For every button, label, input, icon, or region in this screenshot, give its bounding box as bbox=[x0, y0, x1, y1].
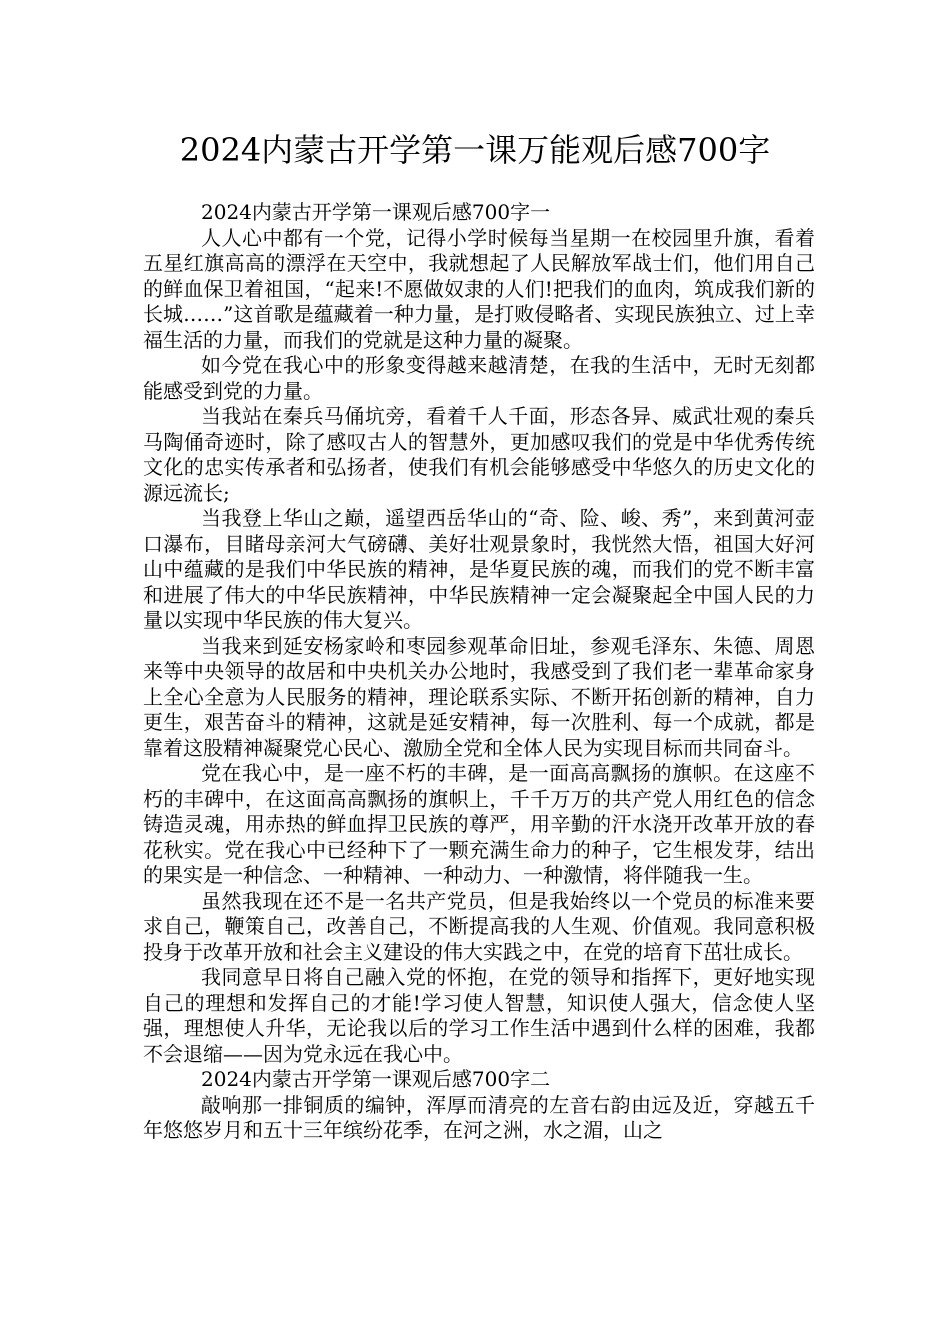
paragraph: 当我站在秦兵马俑坑旁，看着千人千面，形态各异、威武壮观的秦兵马陶俑奇迹时，除了感叹古人的智慧外，更加感叹我们的党是中华优秀传统文化的忠实传承者和弘扬者，使我们有机会能够感受中华悠久的历史文化的源远流长; bbox=[143, 404, 815, 505]
paragraph: 我同意早日将自己融入党的怀抱，在党的领导和指挥下，更好地实现自己的理想和发挥自己的才能!学习使人智慧，知识使人强大，信念使人坚强，理想使人升华，无论我以后的学习工作生活中遇到什么样的困难，我都不会退缩——因为党永远在我心中。 bbox=[143, 965, 815, 1066]
paragraph: 敲响那一排铜质的编钟，浑厚而清亮的左音右韵由远及近，穿越五千年悠悠岁月和五十三年缤纷花季，在河之洲，水之湄，山之 bbox=[143, 1092, 815, 1142]
section-heading-2: 2024内蒙古开学第一课观后感700字二 bbox=[201, 1067, 551, 1091]
document-body bbox=[143, 200, 815, 1144]
paragraph: 党在我心中，是一座不朽的丰碑，是一面高高飘扬的旗帜。在这座不朽的丰碑中，在这面高高飘扬的旗帜上，千千万万的共产党人用红色的信念铸造灵魂，用赤热的鲜血捍卫民族的尊严，用辛勤的汗水浇开改革开放的春花秋实。党在我心中已经种下了一颗充满生命力的种子，它生根发芽，结出的果实是一种信念、一种精神、一种动力、一种激情，将伴随我一生。 bbox=[143, 761, 815, 887]
paragraph: 当我登上华山之巅，遥望西岳华山的“奇、险、峻、秀”，来到黄河壶口瀑布，目睹母亲河大气磅礴、美好壮观景象时，我恍然大悟，祖国大好河山中蕴藏的是我们中华民族的精神，是华夏民族的魂，而我们的党不断丰富和进展了伟大的中华民族精神，中华民族精神一定会凝聚起全中国人民的力量以实现中华民族的伟大复兴。 bbox=[143, 506, 815, 632]
section-heading-1: 2024内蒙古开学第一课观后感700字一 bbox=[201, 200, 551, 224]
page-title: 2024内蒙古开学第一课万能观后感700字 bbox=[179, 131, 771, 169]
paragraph: 虽然我现在还不是一名共产党员，但是我始终以一个党员的标准来要求自己，鞭策自己，改善自己，不断提高我的人生观、价值观。我同意积极投身于改革开放和社会主义建设的伟大实践之中，在党的培育下茁壮成长。 bbox=[143, 888, 815, 964]
paragraph: 当我来到延安杨家岭和枣园参观革命旧址，参观毛泽东、朱德、周恩来等中央领导的故居和中央机关办公地时，我感受到了我们老一辈革命家身上全心全意为人民服务的精神，理论联系实际、不断开拓创新的精神，自力更生，艰苦奋斗的精神，这就是延安精神，每一次胜利、每一个成就，都是靠着这股精神凝聚党心民心、激励全党和全体人民为实现目标而共同奋斗。 bbox=[143, 633, 815, 760]
paragraph: 如今党在我心中的形象变得越来越清楚，在我的生活中，无时无刻都能感受到党的力量。 bbox=[143, 353, 815, 403]
paragraph: 人人心中都有一个党，记得小学时候每当星期一在校园里升旗，看着五星红旗高高的漂浮在天空中，我就想起了人民解放军战士们，他们用自己的鲜血保卫着祖国，“起来!不愿做奴隶的人们!把我们的血肉，筑成我们新的长城……”这首歌是蕴藏着一种力量，是打败侵略者、实现民族独立、过上幸福生活的力量，而我们的党就是这种力量的凝聚。 bbox=[143, 225, 815, 352]
